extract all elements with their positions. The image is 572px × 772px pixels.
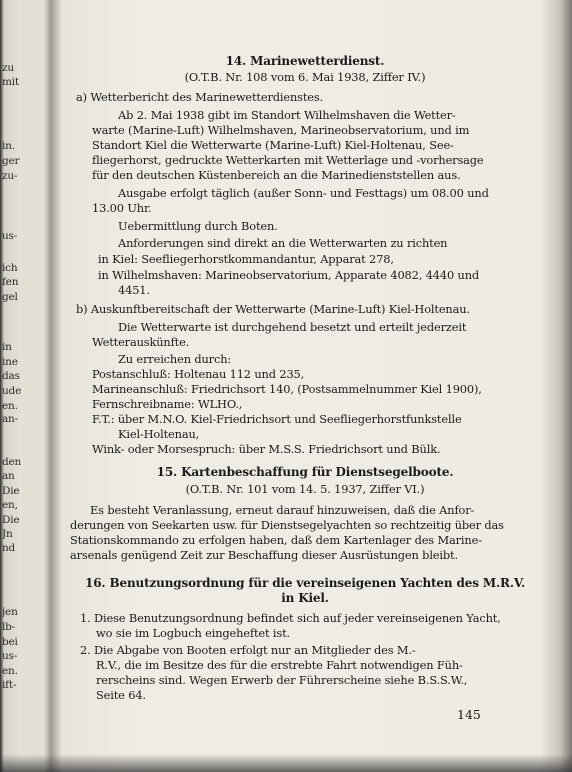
prev-page-fragment: in. <box>2 140 15 152</box>
prev-page-fragment: ift- <box>2 679 17 691</box>
prev-page-fragment: ine <box>2 356 18 368</box>
section-15-reference: (O.T.B. Nr. 101 vom 14. 5. 1937, Ziffer VI.) <box>185 482 425 496</box>
prev-page-fragment: Die <box>2 485 20 497</box>
text-line: Marineanschluß: Friedrichsort 140, (Postsammelnummer Kiel 1900), <box>92 382 482 396</box>
text-line: rerscheins sind. Wegen Erwerb der Führerscheine siehe B.S.S.W., <box>96 673 468 687</box>
section-16-title-continued: in Kiel. <box>281 591 329 605</box>
prev-page-fragment: ude <box>2 385 22 397</box>
text-line: R.V., die im Besitze des für die erstrebte Fahrt notwendigen Füh- <box>96 658 463 672</box>
previous-page-edge <box>2 0 36 772</box>
prev-page-fragment: Jn <box>2 528 13 540</box>
text-line: warte (Marine-Luft) Wilhelmshaven, Marineobservatorium, und im <box>92 123 470 137</box>
document-page <box>70 0 554 772</box>
text-line: Zu erreichen durch: <box>118 352 232 366</box>
text-line: Ausgabe erfolgt täglich (außer Sonn- und Festtags) um 08.00 und <box>118 186 489 200</box>
text-line: 2. Die Abgabe von Booten erfolgt nur an Mitglieder des M.- <box>80 643 416 657</box>
prev-page-fragment: an <box>2 470 15 482</box>
prev-page-fragment: us- <box>2 650 18 662</box>
prev-page-fragment: bei <box>2 636 18 648</box>
prev-page-fragment: en. <box>2 665 18 677</box>
prev-page-fragment: gel <box>2 291 18 303</box>
prev-page-fragment: ger <box>2 155 20 167</box>
prev-page-fragment: lb- <box>2 621 16 633</box>
text-line: Wetterauskünfte. <box>92 335 190 349</box>
text-line: Fernschreibname: WLHO., <box>92 397 243 411</box>
text-line: 1. Diese Benutzungsordnung befindet sich auf jeder vereinseigenen Yacht, <box>80 611 501 625</box>
prev-page-fragment: us- <box>2 230 18 242</box>
text-line: 13.00 Uhr. <box>92 201 152 215</box>
prev-page-fragment: an- <box>2 413 18 425</box>
text-line: arsenals genügend Zeit zur Beschaffung dieser Ausrüstungen bleibt. <box>70 548 458 562</box>
page-number: 145 <box>457 707 481 722</box>
prev-page-fragment: fen <box>2 276 19 288</box>
section-14-b-heading: b) Auskunftbereitschaft der Wetterwarte (Marine-Luft) Kiel-Holtenau. <box>76 302 470 316</box>
text-line: in Wilhelmshaven: Marineobservatorium, Apparate 4082, 4440 und <box>98 268 480 282</box>
text-line: Uebermittlung durch Boten. <box>118 219 278 233</box>
prev-page-fragment: zu- <box>2 170 18 182</box>
prev-page-fragment: en, <box>2 499 18 511</box>
text-line: derungen von Seekarten usw. für Dienstsegelyachten so rechtzeitig über das <box>70 518 504 532</box>
text-line: Es besteht Veranlassung, erneut darauf hinzuweisen, daß die Anfor- <box>90 503 475 517</box>
text-line: Wink- oder Morsespruch: über M.S.S. Friedrichsort und Bülk. <box>92 442 441 456</box>
text-line: Anforderungen sind direkt an die Wetterwarten zu richten <box>118 236 448 250</box>
prev-page-fragment: en. <box>2 400 18 412</box>
prev-page-fragment: jen <box>2 606 18 618</box>
text-line: Postanschluß: Holtenau 112 und 235, <box>92 367 305 381</box>
text-line: Ab 2. Mai 1938 gibt im Standort Wilhelmshaven die Wetter- <box>118 108 456 122</box>
section-15-title: 15. Kartenbeschaffung für Dienstsegelboote. <box>156 465 454 479</box>
section-14-title: 14. Marinewetterdienst. <box>225 54 385 68</box>
text-line: in Kiel: Seefliegerhorstkommandantur, Apparat 278, <box>98 252 394 266</box>
text-line: wo sie im Logbuch eingeheftet ist. <box>96 626 290 640</box>
prev-page-fragment: ich <box>2 262 18 274</box>
prev-page-fragment: den <box>2 456 22 468</box>
prev-page-fragment: Die <box>2 514 20 526</box>
prev-page-fragment: das <box>2 370 20 382</box>
text-line: fliegerhorst, gedruckte Wetterkarten mit Wetterlage und -vorhersage <box>92 153 484 167</box>
text-line: 4451. <box>118 283 150 297</box>
prev-page-fragment: nd <box>2 542 16 554</box>
prev-page-fragment: in <box>2 341 12 353</box>
section-16-title: 16. Benutzungsordnung für die vereinseigenen Yachten des M.R.V. <box>85 576 525 590</box>
text-line: Seite 64. <box>96 688 146 702</box>
text-line: F.T.: über M.N.O. Kiel-Friedrichsort und Seefliegerhorstfunkstelle <box>92 412 462 426</box>
text-line: Kiel-Holtenau, <box>118 427 200 441</box>
section-14-reference: (O.T.B. Nr. 108 vom 6. Mai 1938, Ziffer IV.) <box>184 70 426 84</box>
scan-shadow <box>0 754 572 772</box>
prev-page-fragment: zu <box>2 62 14 74</box>
text-line: Stationskommando zu erfolgen haben, daß dem Kartenlager des Marine- <box>70 533 482 547</box>
section-14-a-heading: a) Wetterbericht des Marinewetterdienstes. <box>76 90 324 104</box>
text-line: Standort Kiel die Wetterwarte (Marine-Luft) Kiel-Holtenau, See- <box>92 138 454 152</box>
text-line: Die Wetterwarte ist durchgehend besetzt und erteilt jederzeit <box>118 320 467 334</box>
text-line: für den deutschen Küstenbereich an die Marinedienststellen aus. <box>92 168 461 182</box>
prev-page-fragment: mit <box>2 76 19 88</box>
